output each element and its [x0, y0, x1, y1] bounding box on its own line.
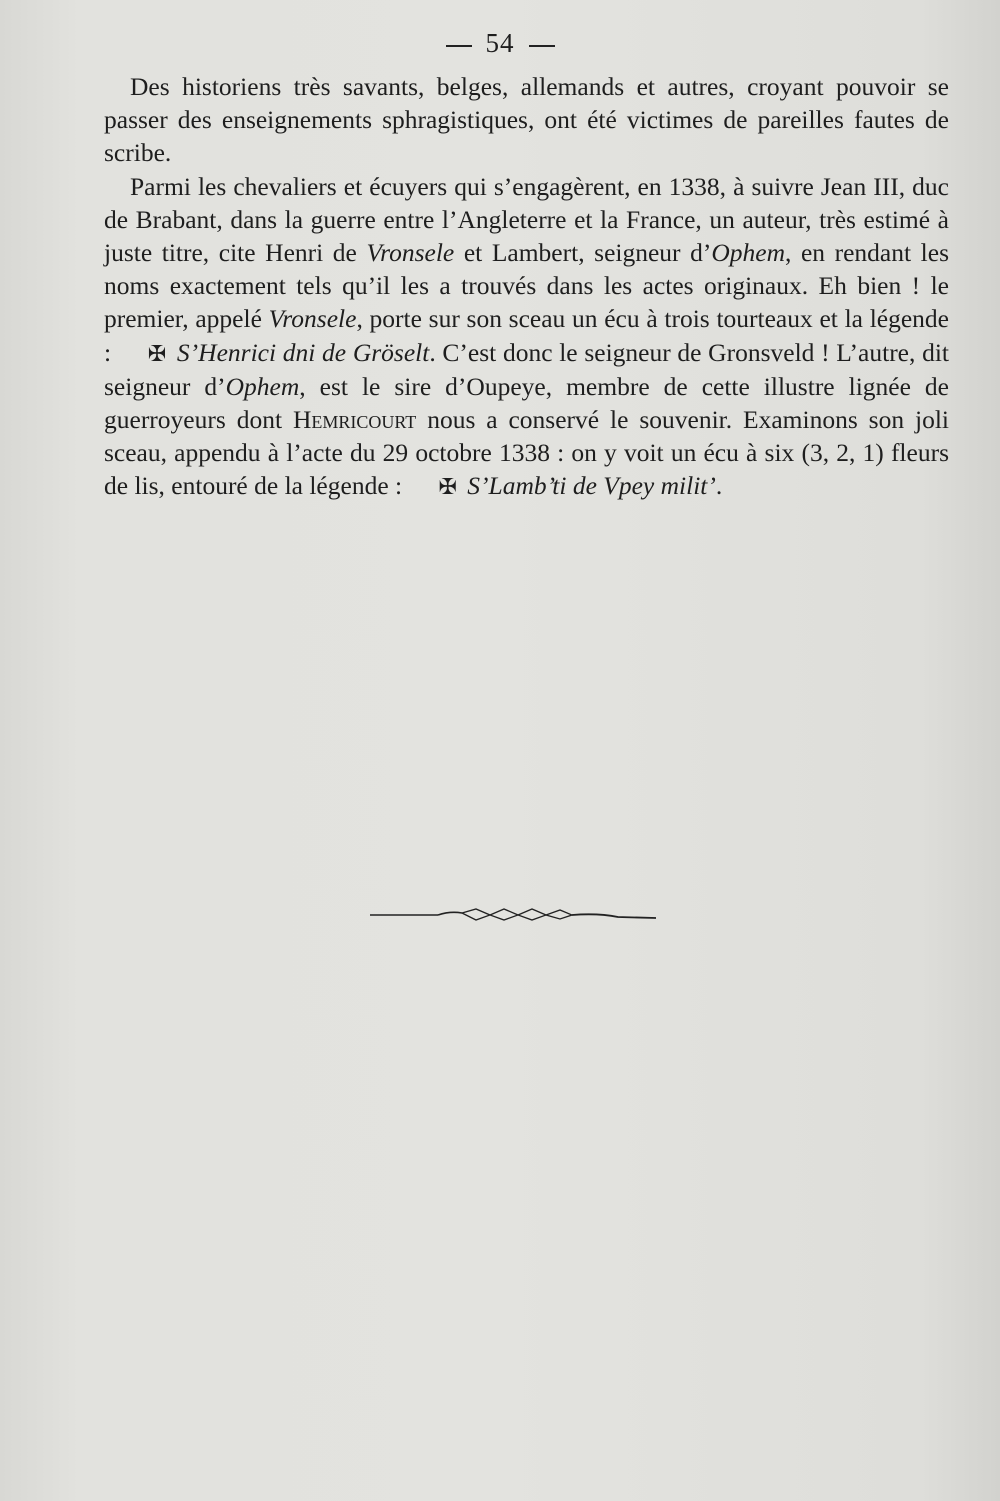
text-run: S’Henrici dni de Gröselt — [170, 337, 430, 367]
text-run: Vronsele — [268, 304, 357, 334]
text-run: , en rendant les noms exactement tels qu’il les a trouvés dans les actes originaux. Eh bien ! le premier, appelé — [104, 238, 949, 334]
dash-left — [446, 45, 472, 47]
page-number-value: 54 — [485, 28, 515, 58]
text-run: , porte sur son sceau un écu à trois tourteaux et la légende : — [104, 304, 949, 367]
dash-right — [529, 45, 555, 47]
text-run: et Lambert, seigneur d’ — [454, 238, 712, 268]
paragraph — [104, 70, 949, 170]
text-run: . C’est donc le seigneur de Gronsveld ! L’autre, dit seigneur d’ — [104, 337, 949, 401]
ornament-rule — [368, 900, 658, 930]
text-run: . — [715, 471, 723, 501]
text-run: Des historiens très savants, belges, allemands et autres, croyant pouvoir se passer des enseignements sphragistiques, ont été victimes de pareilles fautes de scribe. — [104, 72, 949, 168]
text-run: S’Lamb’ti de Vpey milit’ — [460, 471, 716, 501]
paragraph — [104, 170, 949, 504]
cross-symbol: ✠ — [147, 340, 167, 366]
body-text — [104, 70, 949, 504]
text-run: nous a conservé le souvenir. Examinons son joli sceau, appendu à l’acte du 29 octobre 1338 : on y voit un écu à six (3, 2, 1) fleurs de lis, entouré de la légende : — [104, 405, 949, 501]
text-run: Parmi les chevaliers et écuyers qui s’engagèrent, en 1338, à suivre Jean III, duc de Brabant, dans la guerre entre l’Angleterre et la France, un auteur, très estimé à juste titre, cite Henri de — [104, 171, 949, 268]
cross-symbol: ✠ — [438, 474, 457, 500]
text-run: Ophem — [225, 371, 300, 401]
text-run: Ophem — [711, 238, 786, 268]
text-run: , est le sire d’Oupeye, membre de cette illustre lignée de guerroyeurs dont — [104, 371, 949, 435]
text-run: Hemricourt — [292, 405, 417, 435]
page-number — [0, 28, 1000, 59]
text-run: Vronsele — [366, 238, 455, 268]
